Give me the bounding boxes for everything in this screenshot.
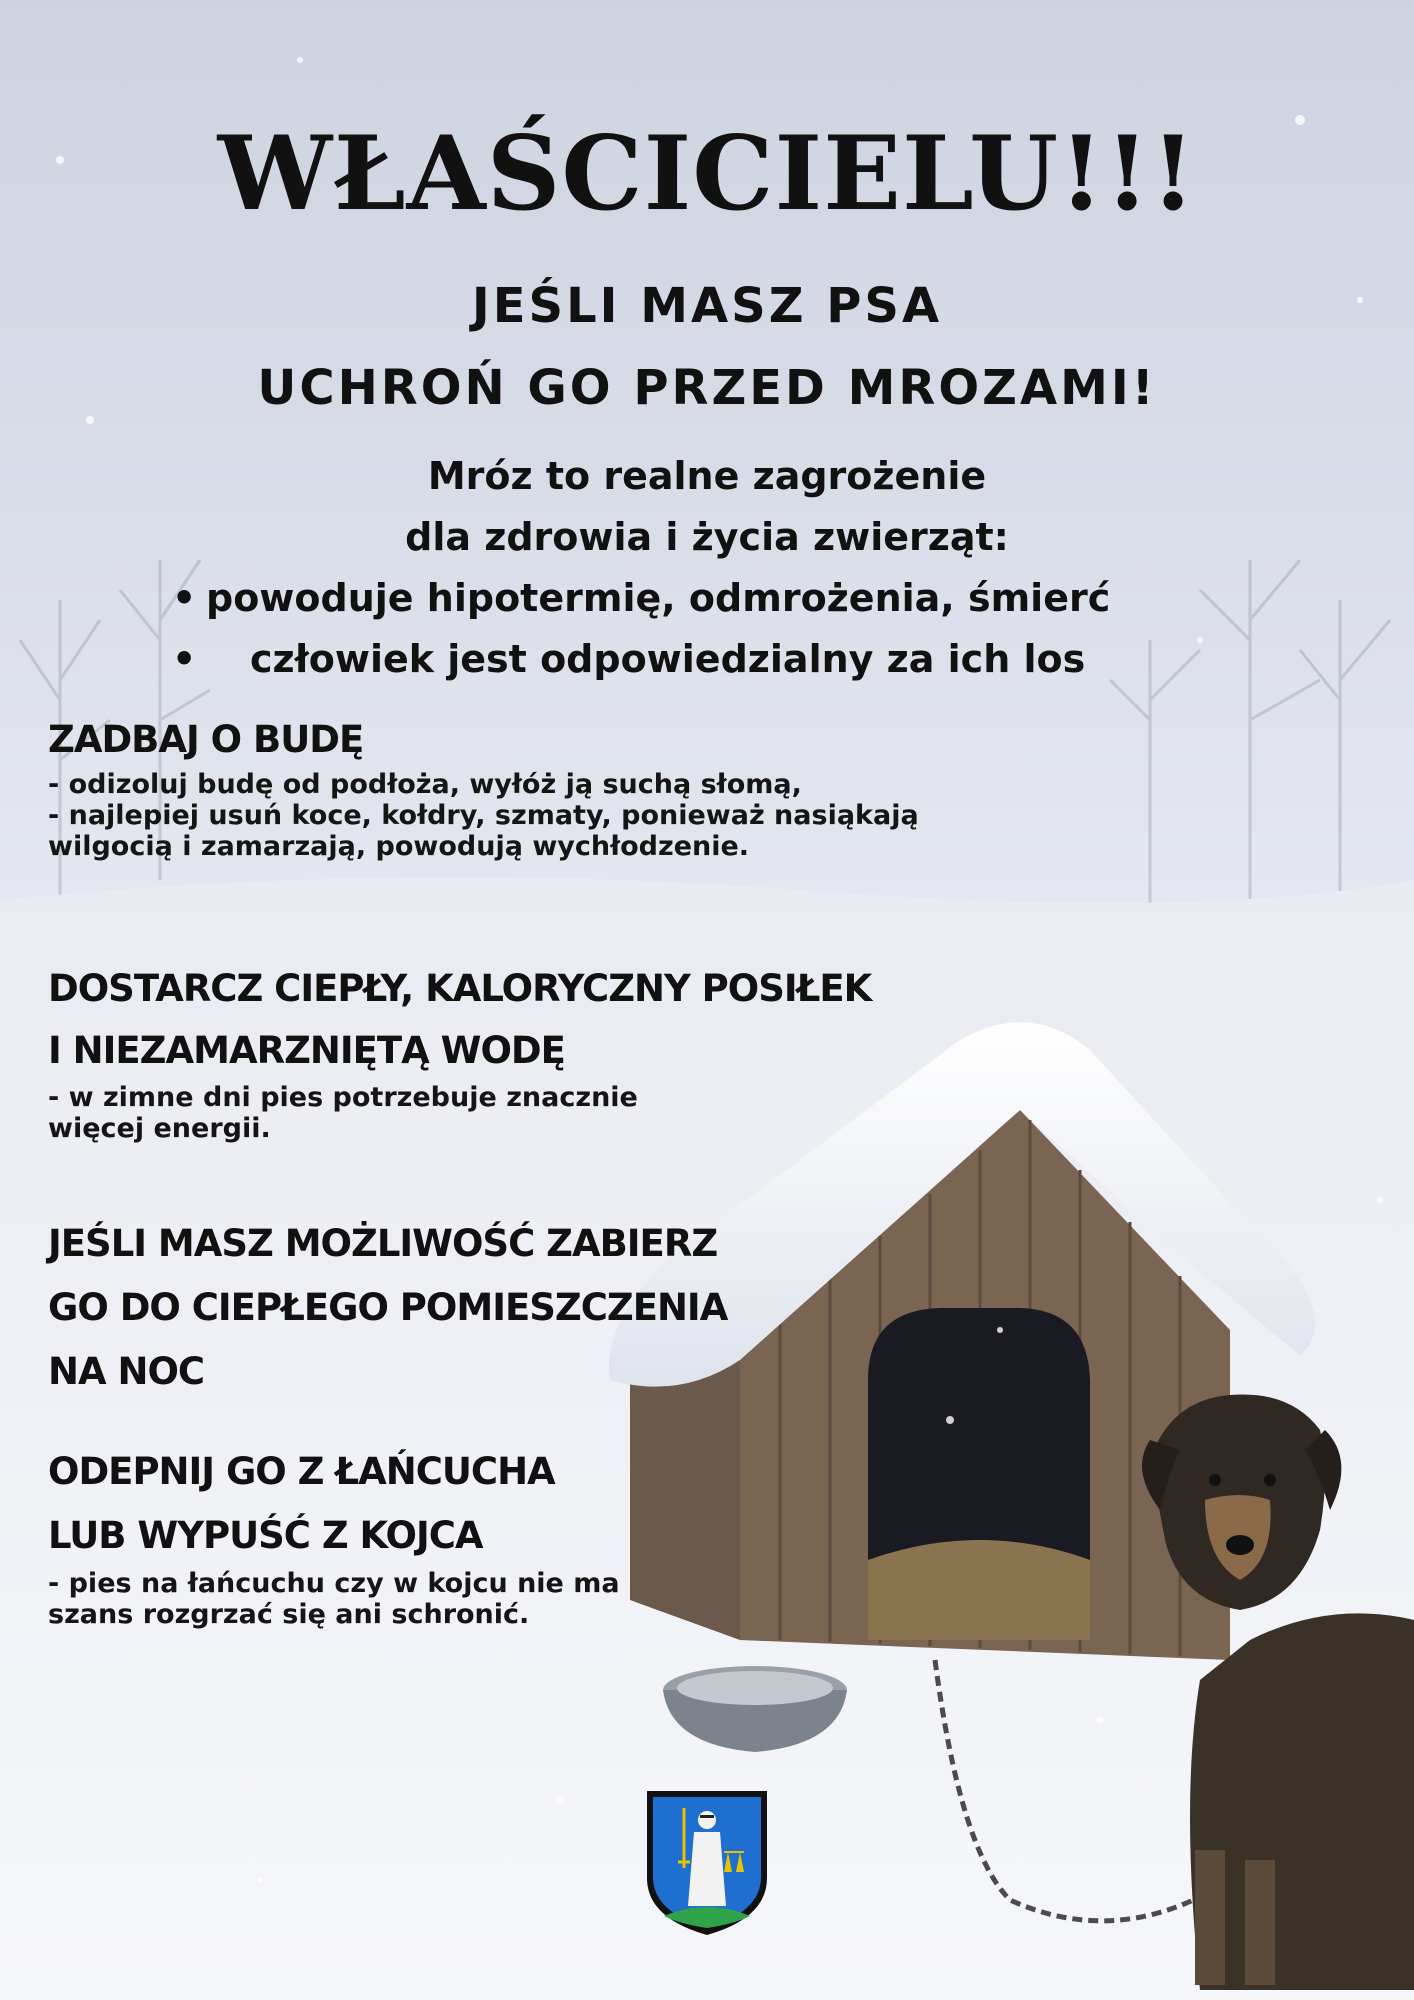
section-heading: ODEPNIJ GO Z ŁAŃCUCHA — [48, 1450, 555, 1493]
bullet-item — [172, 639, 1085, 681]
section-food — [48, 958, 871, 1145]
section-body-line: - odizoluj budę od podłoża, wyłóż ją suchą słomą, — [48, 768, 802, 800]
section-body-line: - w zimne dni pies potrzebuje znacznie — [48, 1082, 638, 1113]
section-body-line: szans rozgrzać się ani schronić. — [48, 1599, 530, 1631]
coat-of-arms-icon — [644, 1788, 770, 1938]
section-heading: LUB WYPUŚĆ Z KOJCA — [48, 1514, 483, 1557]
section-body-line: wilgocią i zamarzają, powodują wychłodzenie. — [48, 831, 750, 863]
section-body-line: więcej energii. — [48, 1113, 271, 1145]
section-heading: NA NOC — [48, 1350, 205, 1393]
section-shelter — [48, 1212, 727, 1404]
bullet-item — [172, 578, 1110, 620]
intro-line-1: Mróz to realne zagrożenie — [427, 454, 987, 498]
section-chain — [48, 1440, 620, 1631]
page-title: WŁAŚCICIELU!!! — [217, 114, 1197, 234]
section-heading: GO DO CIEPŁEGO POMIESZCZENIA — [48, 1286, 728, 1329]
bullet-text: człowiek jest odpowiedzialny za ich los — [250, 637, 1086, 681]
section-heading: JEŚLI MASZ MOŻLIWOŚĆ ZABIERZ — [48, 1222, 718, 1265]
section-heading: I NIEZAMARZNIĘTĄ WODĘ — [48, 1029, 565, 1072]
section-heading: DOSTARCZ CIEPŁY, KALORYCZNY POSIŁEK — [48, 967, 872, 1010]
subtitle-line-2: UCHROŃ GO PRZED MROZAMI! — [257, 360, 1157, 416]
subtitle-line-1: JEŚLI MASZ PSA — [471, 278, 943, 334]
section-heading: ZADBAJ O BUDĘ — [48, 718, 364, 761]
intro-line-2: dla zdrowia i życia zwierząt: — [405, 515, 1009, 559]
section-body-line: - pies na łańcuchu czy w kojcu nie ma — [48, 1568, 620, 1599]
bullet-text: powoduje hipotermię, odmrożenia, śmierć — [206, 576, 1111, 620]
section-body-line: - najlepiej usuń koce, kołdry, szmaty, ponieważ nasiąkają — [48, 800, 919, 831]
section-doghouse — [48, 720, 919, 863]
bullet-icon: • — [172, 637, 197, 681]
bullet-icon: • — [172, 576, 197, 620]
